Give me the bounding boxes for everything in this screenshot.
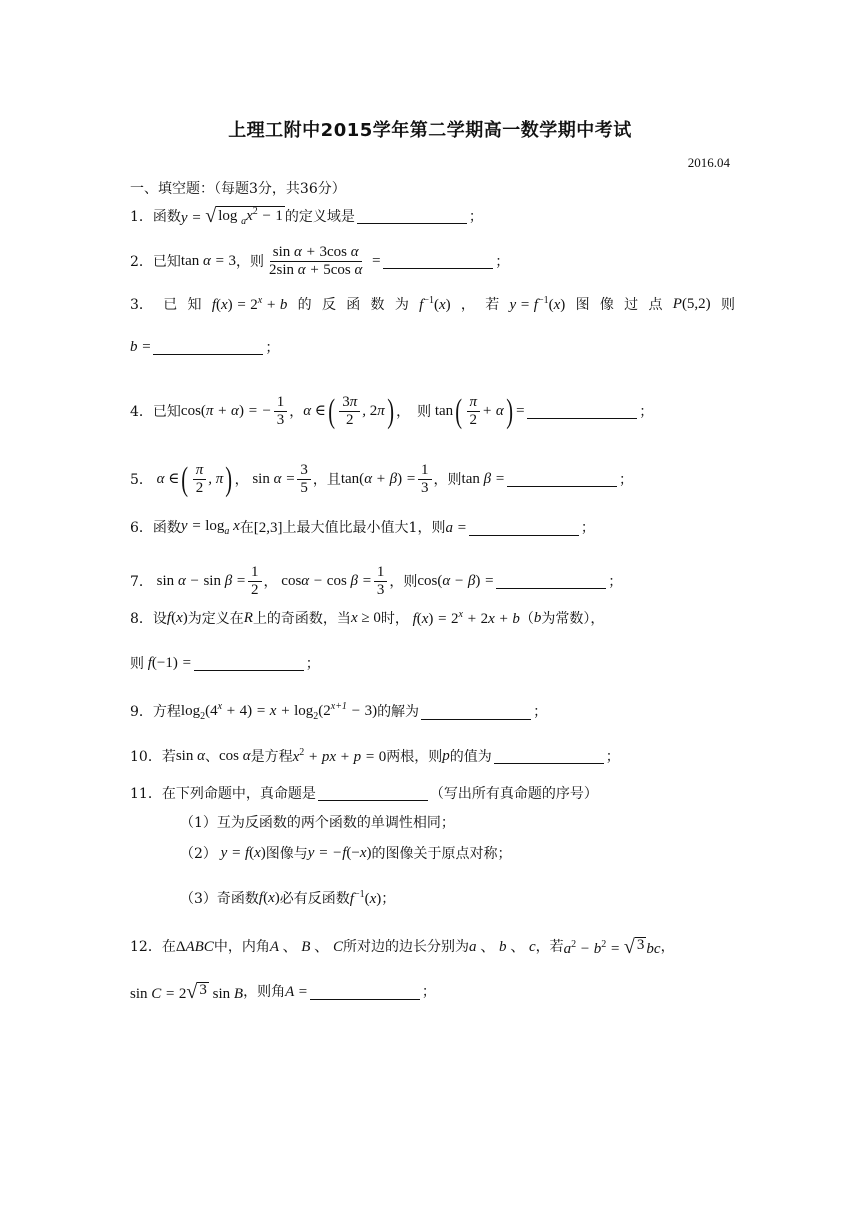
section-heading: 一、填空题：（每题3分，共36分） [130,181,346,197]
question-5: 5． α ∈ ( $\frac{\pi}{2}$ , π ) ， sin α = $\frac{3}{5}$ ，且 tan(α + β) = $\frac{1}{3}$ ，则 tan β = ； [130,460,633,498]
proposition-1: （1）互为反函数的两个函数的单调性相同； [180,815,455,831]
math-fraction: $\frac{\text{sin α + 3cos α}}{\text{2sin α + 5cos α}}$ [269,244,363,279]
question-12: 12． 在 ΔABC 中，内角 A 、 B 、 C 所对边的边长分别为 a 、 b 、 c ，若 $a^2 - b^2$ = √ 3 bc ， [130,936,675,958]
math-expression: y = √ $\log _ax^2 - 1$ [180,205,283,227]
question-3: 3． 已 知 $f(x) = 2^x + b$ 的 反 函 数 为 $f^{-1}(x)$ ， 若 $y = f^{-1}(x)$ 图 像 过 点 P(5,2) 则 [130,295,735,313]
answer-blank[interactable] [507,472,617,487]
question-7: 7． sin α − sin β = $\frac{1}{2}$ ， cosα − cos β = $\frac{1}{3}$ ，则 cos(α − β) = ； [130,564,623,599]
question-9: 9． 方程 $\log_2(4^x + 4) = x + \log_2(2^{x+1} - 3)$ 的解为 ； [130,701,548,722]
answer-blank[interactable] [421,705,531,720]
question-2: 2． 已知 tan α = 3 ，则 $\frac{\text{sin α + 3cos α}}{\text{2sin α + 5cos α}}$ = ； [130,244,510,279]
page-title: 上理工附中2015学年第二学期高一数学期中考试 [228,120,632,141]
answer-blank[interactable] [527,404,637,419]
answer-blank[interactable] [153,340,263,355]
question-1: 1． 函数 y = √ $\log _ax^2 - 1$ 的定义域是 ； [130,205,483,227]
proposition-3: （3）奇函数 f(x) 必有反函数 $f^{-1}(x)$ ； [180,889,396,907]
answer-blank[interactable] [318,786,428,801]
question-3-cont: b = ； [130,339,280,356]
answer-blank[interactable] [469,521,579,536]
question-11: 11． 在下列命题中，真命题是 （写出所有真命题的序号） [130,785,598,802]
answer-blank[interactable] [383,254,493,269]
question-8-cont: 则 f(−1) = ； [130,655,320,672]
question-4: 4． 已知 cos(π + α) = − $\frac{1}{3}$ ， α ∈ ( $\frac{3\pi}{2}$ , 2π ) ， 则 tan ( $\frac{\pi}{2}$ + α ) = ； [130,392,654,430]
question-10: 10． 若 sin α 、 cos α 是方程 $x^2$ + px + p = 0 两根，则 p 的值为 ； [130,747,620,765]
answer-blank[interactable] [357,209,467,224]
proposition-2: （2） y = f(x) 图像与 y = −f(−x) 的图像关于原点对称； [180,845,512,862]
answer-blank[interactable] [194,656,304,671]
question-6: 6． 函数 $y = \log_a x$ 在 [2,3] 上最大值比最小值大1，则 a = ； [130,518,595,537]
question-8: 8． 设 f(x) 为定义在 R 上的奇函数，当 x ≥ 0 时， $f(x) = 2^x + 2x + b$ （ b 为常数）， [130,609,605,627]
question-12-cont: sin C = 2 √ 3 sin B ，则角 A = ； [130,981,436,1003]
answer-blank[interactable] [496,574,606,589]
answer-blank[interactable] [494,749,604,764]
answer-blank[interactable] [310,985,420,1000]
exam-date: 2016.04 [687,155,730,170]
